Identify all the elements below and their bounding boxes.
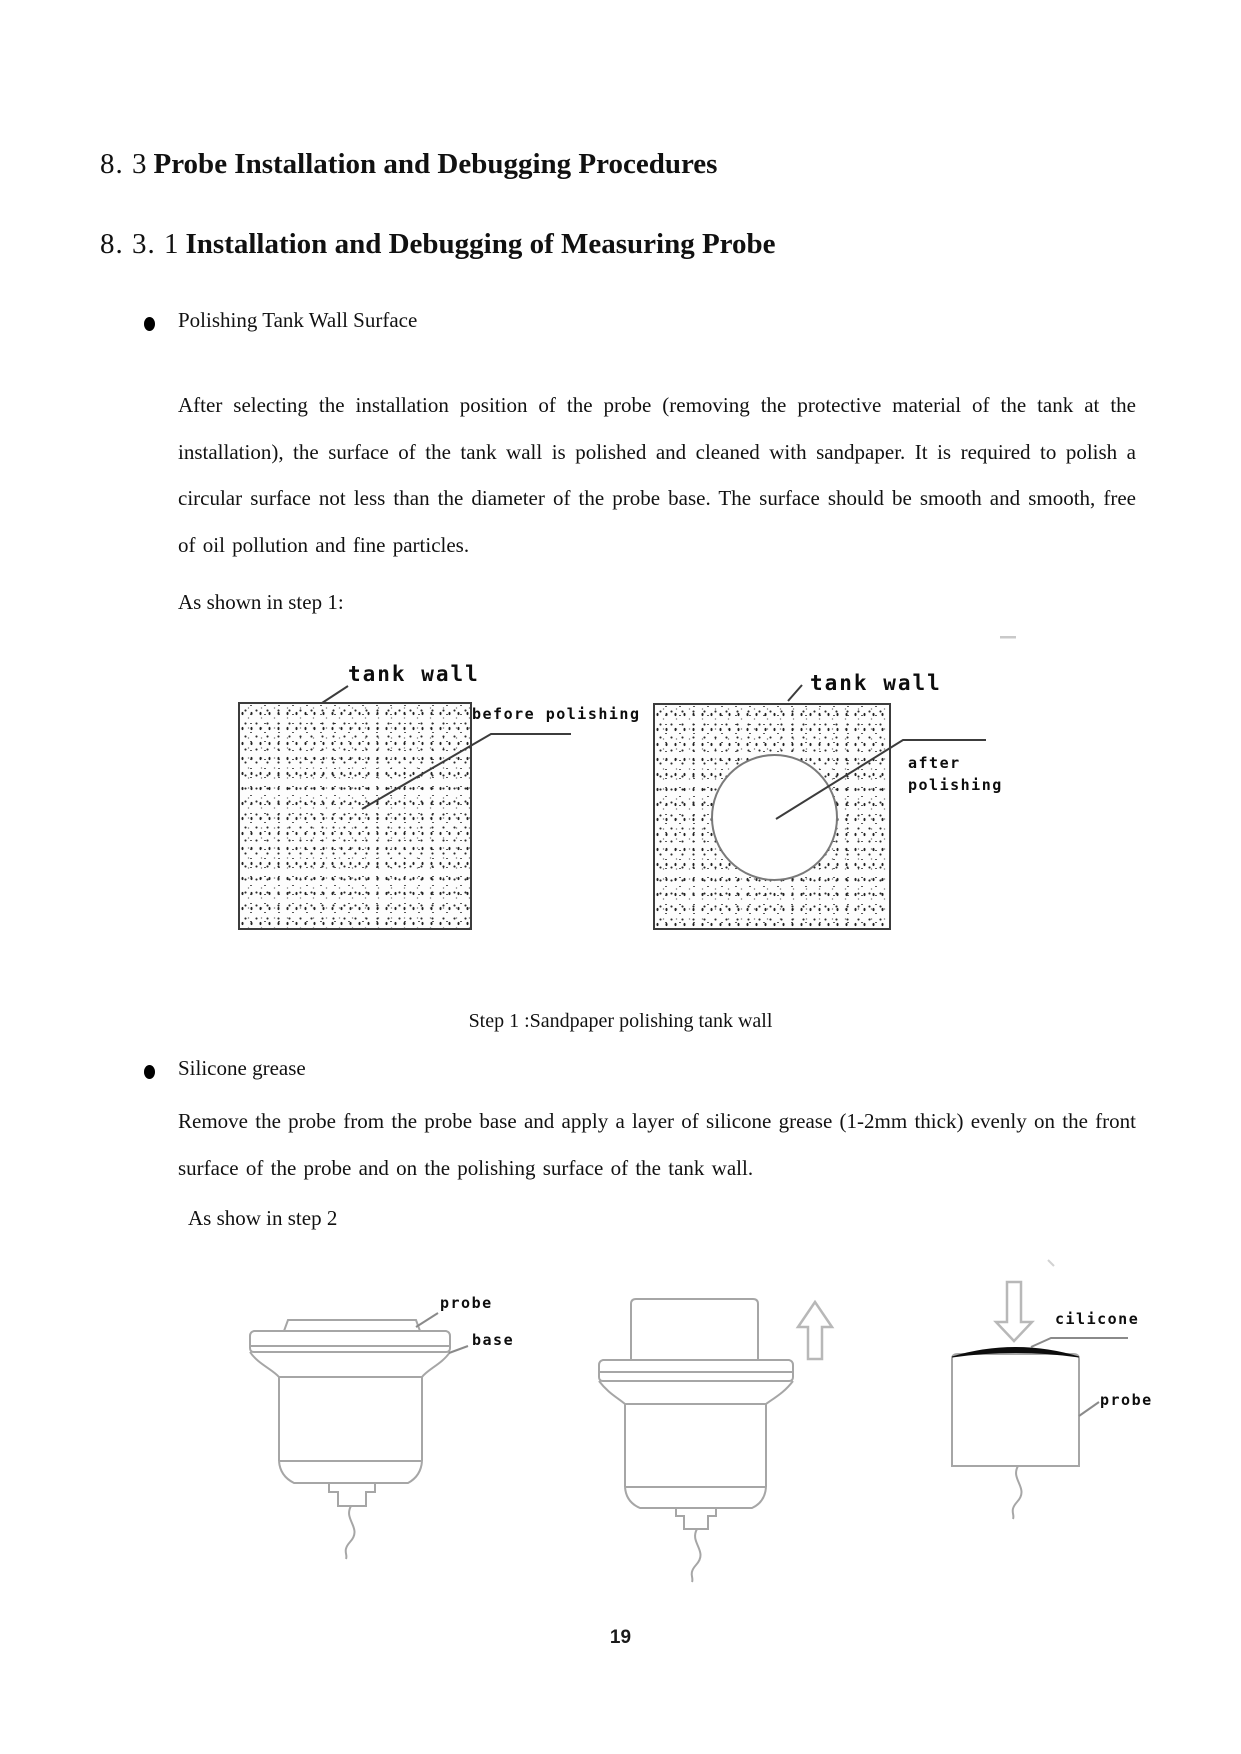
figure1-caption: Step 1 :Sandpaper polishing tank wall [468, 1010, 773, 1032]
page-number: 19 [609, 1627, 632, 1648]
paragraph-silicone: Remove the probe from the probe base and apply a layer of silicone grease (1-2mm thick) evenly on the front surface of the probe and on the polishing surface of the tank wall. [178, 1109, 1136, 1180]
probe-silicone-drawing [952, 1338, 1128, 1519]
paragraph-polishing: After selecting the installation position of the probe (removing the protective material of the tank at the installation), the surface of the tank wall is polished and cleaned with sandpaper. It is required to polish a circular surface not less than the diameter of the probe base. The surface should be smooth and smooth, free of oil pollution and fine particles. [178, 393, 1136, 557]
label-probe-right: probe [1100, 1391, 1153, 1409]
label-tank-wall-right: tank wall [810, 671, 942, 695]
label-probe-left: probe [440, 1294, 493, 1312]
label-tank-wall-left: tank wall [348, 662, 480, 686]
bullet-icon [144, 1065, 155, 1079]
bullet-label-silicone: Silicone grease [178, 1056, 306, 1080]
tank-wall-square-before [238, 702, 472, 930]
section-title: Probe Installation and Debugging Procedures [153, 148, 718, 180]
label-before-polishing: before polishing [472, 705, 641, 723]
label-cilicone: cilicone [1055, 1310, 1140, 1328]
probe-assembled-drawing [250, 1313, 468, 1559]
figure-step1 [180, 630, 1170, 960]
label-after-polishing [908, 752, 1003, 796]
probe-lifted-drawing [599, 1299, 793, 1582]
subsection-heading [100, 228, 776, 261]
arrow-down-icon [996, 1282, 1032, 1341]
label-base: base [472, 1331, 515, 1349]
section-heading [100, 148, 717, 181]
silicone-layer [952, 1348, 1079, 1358]
figure-step2 [180, 1250, 1190, 1595]
probe-drawings [180, 1250, 1190, 1595]
label-after-line2: polishing [908, 776, 1003, 794]
bullet-label-polishing: Polishing Tank Wall Surface [178, 308, 418, 332]
label-after-line1: after [908, 754, 961, 772]
step-note-2: As show in step 2 [188, 1206, 338, 1230]
bullet-icon [144, 317, 155, 331]
step-note-1: As shown in step 1: [178, 590, 344, 614]
subsection-title: Installation and Debugging of Measuring Probe [185, 228, 776, 260]
subsection-number: 8. 3. 1 [100, 228, 180, 260]
section-number: 8. 3 [100, 148, 148, 180]
arrow-up-icon [798, 1302, 832, 1359]
polished-circle [711, 754, 838, 881]
